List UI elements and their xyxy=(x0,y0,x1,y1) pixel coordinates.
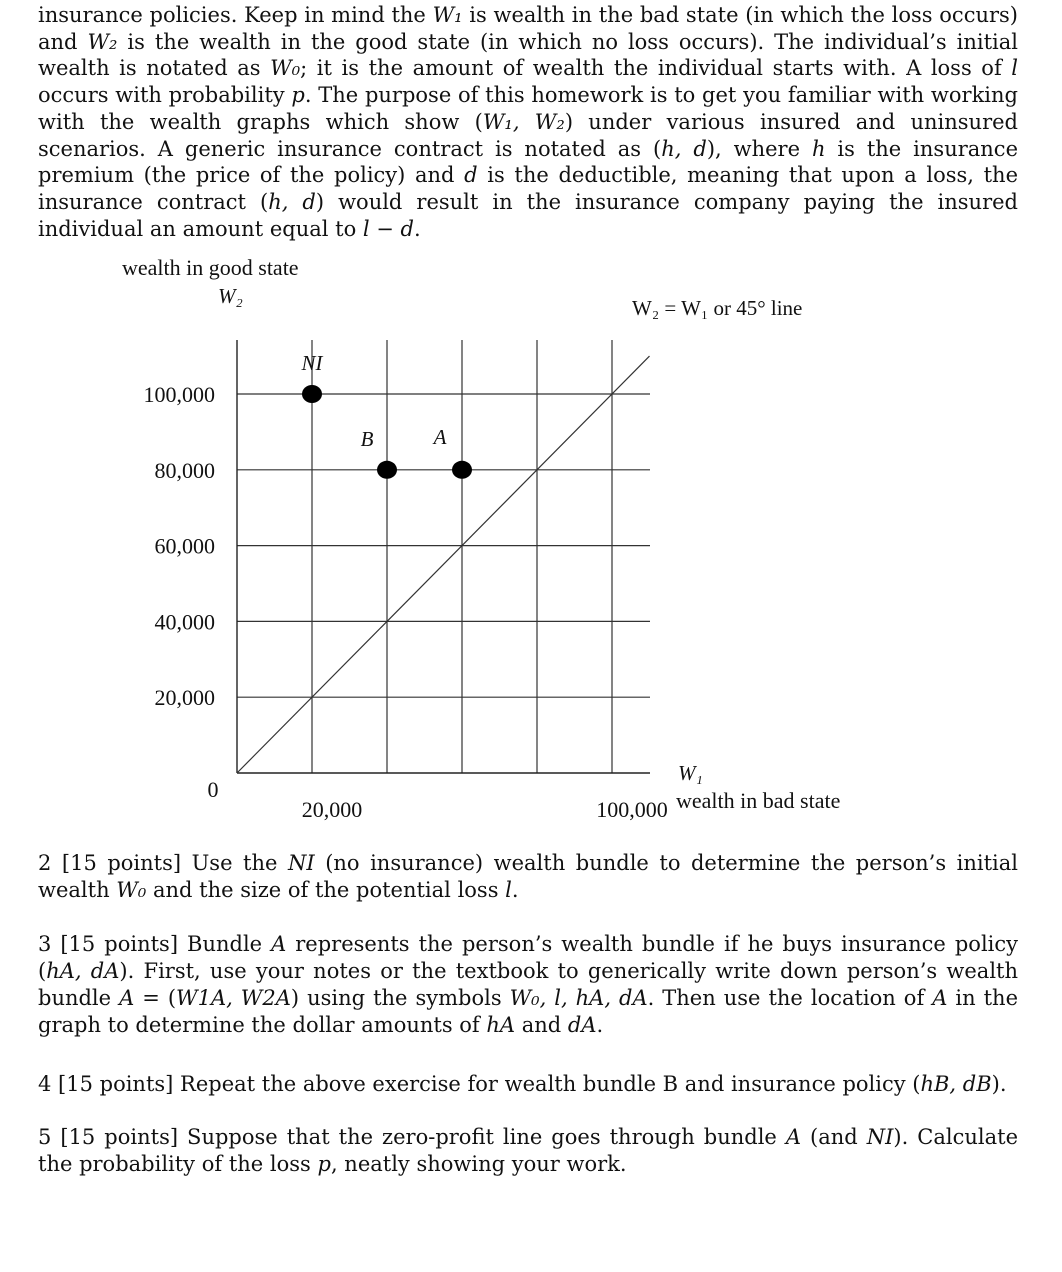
grid-lines xyxy=(237,340,650,773)
point-label-b: B xyxy=(360,426,374,451)
45-degree-line xyxy=(237,356,650,773)
question-4: 4 [15 points] Repeat the above exercise for wealth bundle B and insurance policy (hB, dB). xyxy=(38,1072,1007,1096)
intro-paragraph: insurance policies. Keep in mind the W₁ is wealth in the bad state (in which the loss occurs) and W₂ is the wealth in the good state (in which no loss occurs). The individual’s initial wealth is notated as W₀; it is the amount of wealth the individual starts with. A loss of l occurs with probability p. The purpose of this homework is to get you familiar with working with the wealth graphs which show (W₁, W₂) under various insured and uninsured scenarios. A generic insurance contract is notated as (h, d), where h is the insurance premium (the price of the policy) and d is the deductible, meaning that upon a loss, the insurance contract (h, d) would result in the insurance company paying the insured individual an amount equal to l − d. xyxy=(38,3,1019,241)
y-axis-symbol: W₂ xyxy=(218,284,243,308)
question-5: 5 [15 points] Suppose that the zero-profit line goes through bundle A (and NI). Calculate the probability of the loss p, neatly showing your work. xyxy=(38,1125,1018,1176)
point-ni xyxy=(302,385,322,403)
y-tick-label: 80,000 xyxy=(154,457,215,483)
question-3: 3 [15 points] Bundle A represents the person’s wealth bundle if he buys insurance policy (hA, dA). First, use your notes or the textbook to generically write down person’s wealth bundle A = (W1A, W2A) using the symbols W₀, l, hA, dA. Then use the location of A in the graph to determine the dollar amounts of hA and dA. xyxy=(38,932,1019,1037)
diagonal-label: W₂ = W₁ or 45° line xyxy=(632,296,803,320)
point-b xyxy=(377,461,397,479)
point-a xyxy=(452,461,472,479)
point-label-a: A xyxy=(433,424,447,449)
wealth-graph xyxy=(0,240,1062,840)
x-tick-label: 0 xyxy=(207,777,219,802)
axes xyxy=(237,340,650,773)
y-tick-label: 100,000 xyxy=(143,382,215,407)
point-label-ni: NI xyxy=(301,351,323,375)
y-tick-label: 60,000 xyxy=(154,533,215,559)
x-tick-label: 100,000 xyxy=(596,797,668,822)
x-tick-label: 20,000 xyxy=(301,797,363,822)
y-tick-label: 40,000 xyxy=(154,609,215,635)
x-axis-label: wealth in bad state xyxy=(676,788,841,813)
data-points xyxy=(301,351,473,479)
question-2: 2 [15 points] Use the NI (no insurance) wealth bundle to determine the person’s initial wealth W₀ and the size of the potential loss l. xyxy=(38,851,1018,902)
x-axis-symbol: W₁ xyxy=(678,761,703,785)
y-tick-label: 20,000 xyxy=(154,685,215,711)
y-axis-label: wealth in good state xyxy=(122,255,299,280)
